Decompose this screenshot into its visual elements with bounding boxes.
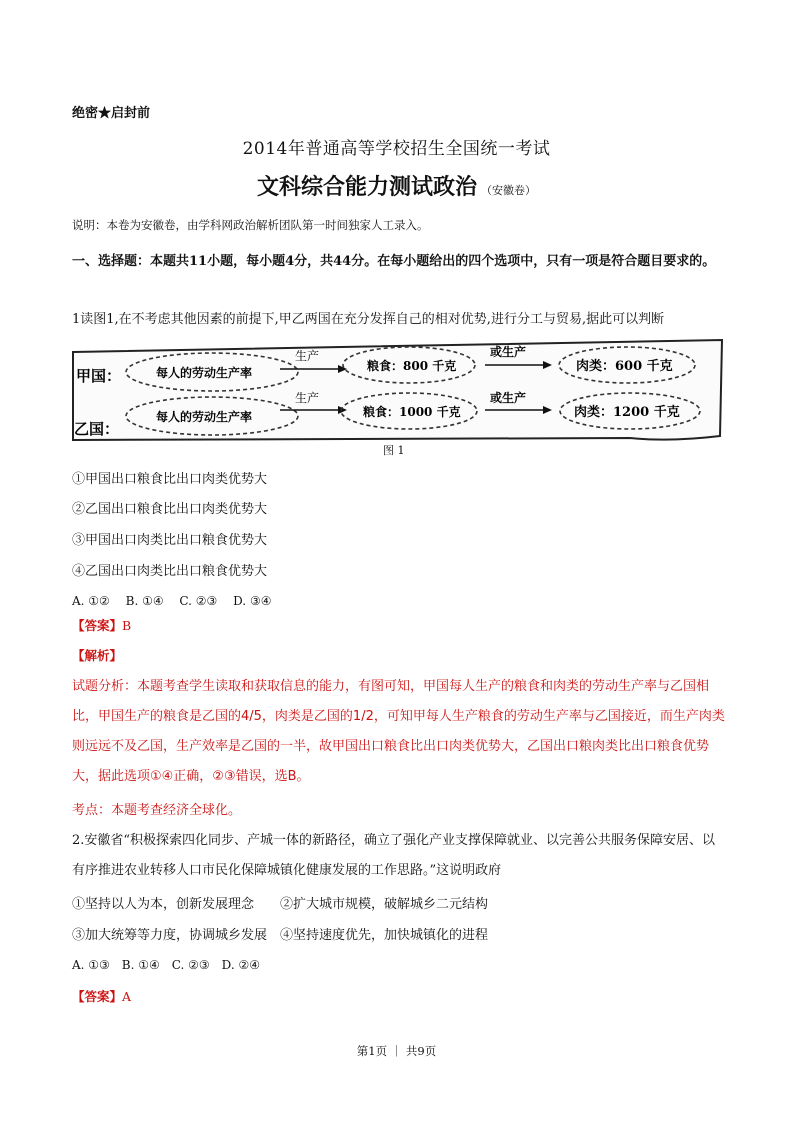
intro-note: 说明：本卷为安徽卷，由学科网政治解析团队第一时间独家人工录入。	[72, 218, 429, 232]
secret-mark: 绝密★启封前	[72, 106, 151, 121]
q2-choices: A. ①③ B. ①④ C. ②③ D. ②④	[72, 958, 261, 972]
page-footer: 第1页 ｜ 共9页	[356, 1044, 437, 1058]
q2-options-line2: ③加大统筹等力度，协调城乡发展 ④坚持速度优先，加快城镇化的进程	[72, 928, 489, 943]
figure-caption: 图 1	[383, 444, 405, 457]
subject-title-block	[0, 170, 793, 201]
row2-grain: 粮食：1000 千克	[363, 405, 461, 419]
q1-option-2: ②乙国出口粮食比出口肉类优势大	[72, 502, 268, 517]
q1-option-3: ③甲国出口肉类比出口粮食优势大	[72, 533, 268, 548]
exam-title: 2014年普通高等学校招生全国统一考试	[242, 139, 551, 159]
row1-labor: 每人的劳动生产率	[156, 366, 253, 380]
row2-produce: 生产	[295, 391, 320, 405]
figure-1	[70, 338, 725, 442]
q1-answer-value: B	[122, 618, 132, 633]
row1-grain: 粮食：800 千克	[367, 359, 457, 373]
row2-country: 乙国：	[74, 420, 120, 438]
subject-title: 文科综合能力测试政治	[256, 175, 477, 200]
row1-meat: 肉类：600 千克	[576, 359, 673, 374]
row2-or-produce: 或生产	[490, 391, 527, 405]
row2-meat: 肉类：1200 千克	[574, 405, 680, 420]
q1-analysis-label: 【解析】	[72, 648, 123, 663]
section-heading: 一、选择题：本题共11小题，每小题4分，共44分。在每小题给出的四个选项中，只有一项是符合题目要求的。	[72, 254, 716, 269]
row1-produce: 生产	[295, 349, 320, 363]
row2-labor: 每人的劳动生产率	[156, 410, 253, 424]
q1-option-1: ①甲国出口粮食比出口肉类优势大	[72, 472, 268, 487]
q1-answer-label: 【答案】	[72, 618, 123, 633]
q1-stem: 1读图1,在不考虑其他因素的前提下,甲乙两国在充分发挥自己的相对优势,进行分工与贸易,据此可以判断	[72, 312, 665, 327]
q2-answer-value: A	[122, 989, 132, 1004]
q2-answer-label: 【答案】	[72, 989, 123, 1004]
volume-label: （安徽卷）	[481, 184, 536, 197]
row1-country: 甲国：	[76, 367, 122, 385]
q1-choices: A. ①② B. ①④ C. ②③ D. ③④	[72, 594, 272, 608]
q2-stem: 2.安徽省“积极探索四化同步、产城一体的新路径，确立了强化产业支撑保障就业、以完善公共服务保障安居、以有序推进农业转移人口市民化保障城镇化健康发展的工作思路。”这说明政府	[72, 833, 716, 878]
q1-answer	[72, 616, 131, 634]
q1-analysis: 试题分析：本题考查学生读取和获取信息的能力，有图可知，甲国每人生产的粮食和肉类的劳动生产率与乙国相比，甲国生产的粮食是乙国的4/5，肉类是乙国的1/2，可知甲每人生产粮食的劳动生产率与乙国接近，而生产肉类则远远不及乙国，生产效率是乙国的一半，故甲国出口粮食比出口肉类优势大，乙国出口粮肉类比出口粮食优势大，据此选项①④正确，②③错误，选B。	[72, 679, 725, 784]
q1-option-4: ④乙国出口肉类比出口粮食优势大	[72, 564, 268, 579]
row1-or-produce: 或生产	[490, 345, 527, 359]
q2-answer	[72, 987, 131, 1005]
q2-options-line1: ①坚持以人为本，创新发展理念 ②扩大城市规模，破解城乡二元结构	[72, 897, 489, 912]
q1-kaodian: 考点：本题考查经济全球化。	[72, 803, 242, 818]
